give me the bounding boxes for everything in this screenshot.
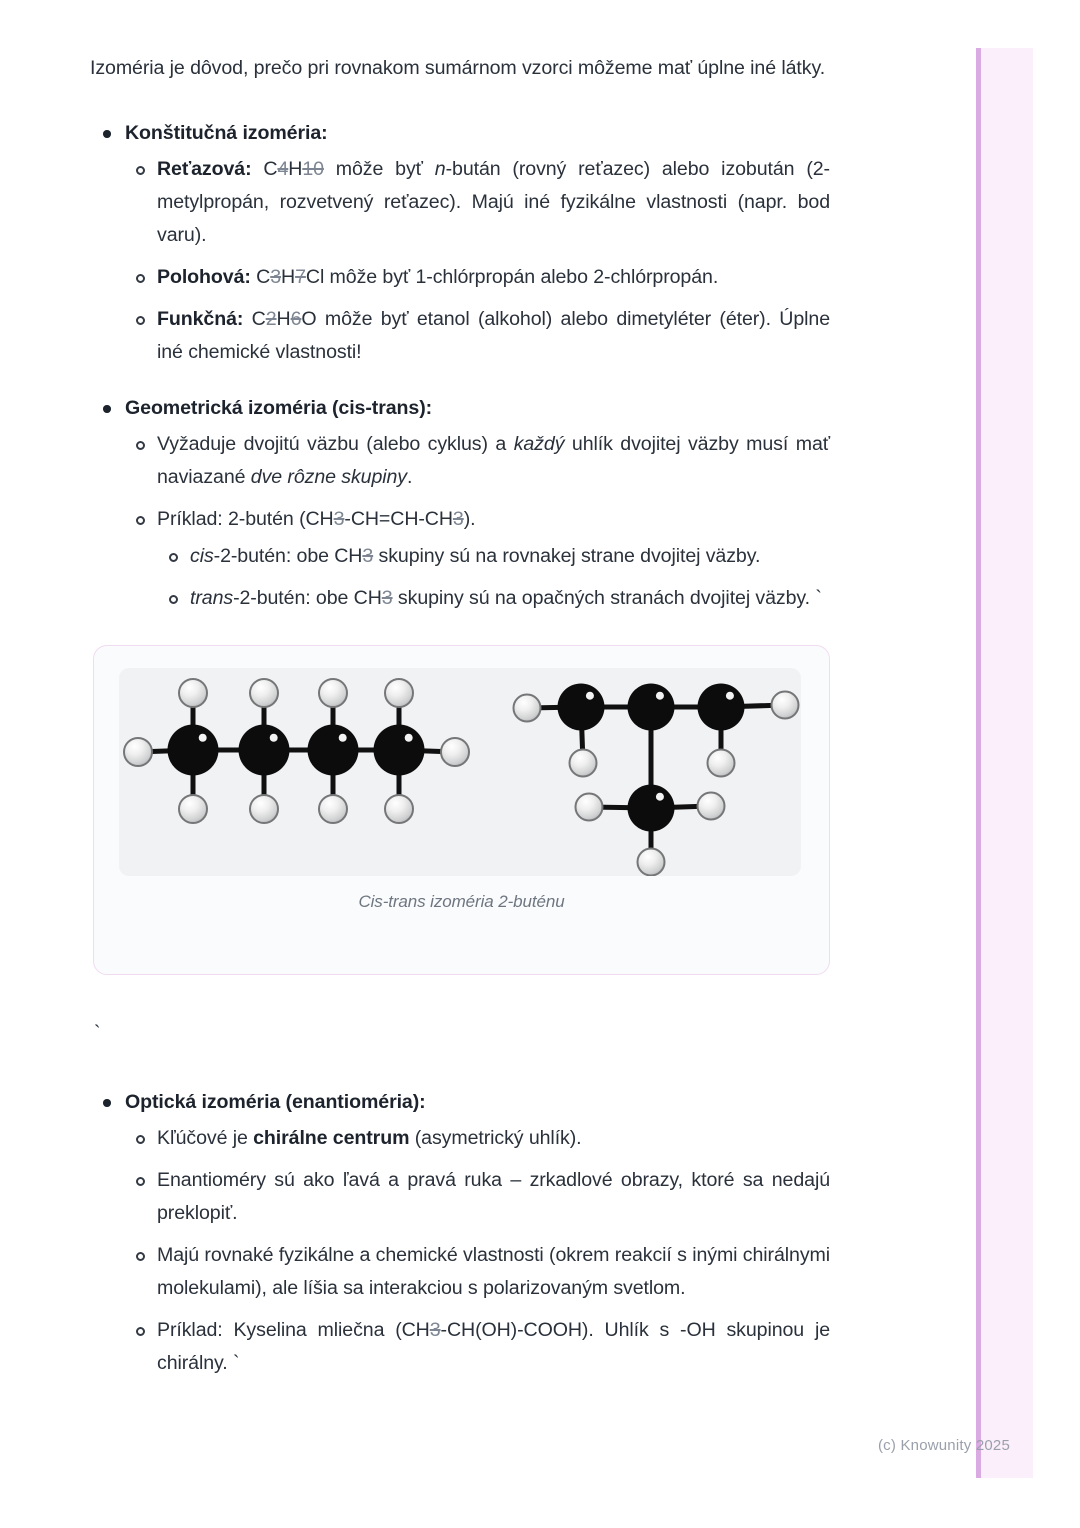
- bullet-circle-icon: [136, 274, 145, 283]
- intro-paragraph: Izoméria je dôvod, prečo pri rovnakom sumárnom vzorci môžeme mať úplne iné látky.: [90, 57, 826, 79]
- list-item-lactic-acid-example: Príklad: Kyselina mliečna (CH3-CH(OH)-COOH). Uhlík s -OH skupinou je chirálny. `: [125, 1314, 830, 1380]
- list-item-functional-isomerism: Funkčná: C2H6O môže byť etanol (alkohol) alebo dimetyléter (éter). Úplne iné chemické vlastnosti!: [125, 303, 830, 369]
- section-header: Optická izoméria (enantioméria):: [125, 1091, 426, 1113]
- bullet-circle-icon: [136, 516, 145, 525]
- bullet-circle-icon: [136, 316, 145, 325]
- sublist-constitutional: [125, 153, 830, 369]
- list-item-position-isomerism: Polohová: C3H7Cl môže byť 1-chlórpropán alebo 2-chlórpropán.: [125, 261, 830, 294]
- bullet-circle-icon: [136, 166, 145, 175]
- document-content: [90, 0, 830, 1380]
- list-item-cis-butene: cis-2-butén: obe CH3 skupiny sú na rovnakej strane dvojitej väzby.: [157, 540, 830, 573]
- list-item-trans-butene: trans-2-butén: obe CH3 skupiny sú na opačných stranách dvojitej väzby. `: [157, 582, 830, 615]
- list-item-optical: [90, 1086, 830, 1380]
- list-item-enantiomers-hands: Enantioméry sú ako ľavá a pravá ruka – zrkadlové obrazy, ktoré sa nedajú preklopiť.: [125, 1164, 830, 1230]
- bullet-circle-icon: [136, 1252, 145, 1261]
- figure-card: [93, 645, 830, 975]
- section-header: Geometrická izoméria (cis-trans):: [125, 397, 433, 419]
- list-geometric-isomerism: [90, 392, 830, 615]
- bullet-circle-icon: [136, 1327, 145, 1336]
- list-item-chiral-center: Kľúčové je chirálne centrum (asymetrický uhlík).: [125, 1122, 830, 1155]
- sublist-butene: [157, 540, 830, 615]
- list-constitutional-isomerism: [90, 117, 830, 369]
- bullet-dot-icon: [103, 405, 111, 413]
- molecule-diagram: [119, 668, 801, 876]
- sublist-geometric: [125, 428, 830, 615]
- list-item-geometric: [90, 392, 830, 615]
- sublist-optical: [125, 1122, 830, 1380]
- bullet-circle-icon: [136, 441, 145, 450]
- bullet-circle-icon: [169, 595, 178, 604]
- bullet-circle-icon: [169, 553, 178, 562]
- bullet-dot-icon: [103, 130, 111, 138]
- bullet-circle-icon: [136, 1177, 145, 1186]
- copyright-footer: (c) Knowunity 2025: [877, 1437, 1010, 1454]
- accent-stripe: [976, 48, 1033, 1478]
- section-header: Konštitučná izoméria:: [125, 122, 328, 144]
- list-item-same-properties: Majú rovnaké fyzikálne a chemické vlastnosti (okrem reakcií s inými chirálnymi molekulami), ale líšia sa interakciou s polarizovaným svetlom.: [125, 1239, 830, 1305]
- bullet-circle-icon: [136, 1135, 145, 1144]
- list-item-constitutional: [90, 117, 830, 369]
- list-optical-isomerism: [90, 1086, 830, 1380]
- stray-backtick: `: [94, 1022, 101, 1044]
- list-item-chain-isomerism: Reťazová: C4H10 môže byť n-bután (rovný reťazec) alebo izobután (2-metylpropán, rozvetvený reťazec). Majú iné fyzikálne vlastnosti (napr. bod varu).: [125, 153, 830, 252]
- list-item-double-bond-requirement: Vyžaduje dvojitú väzbu (alebo cyklus) a každý uhlík dvojitej väzby musí mať naviazané dve rôzne skupiny.: [125, 428, 830, 494]
- figure-caption: Cis-trans izoméria 2-buténu: [358, 892, 565, 911]
- list-item-butene-example: Príklad: 2-butén (CH3-CH=CH-CH3). cis-2-butén: obe CH3 skupiny sú na rovnakej strane dvojitej väzby. trans-2-butén: obe CH3 skupiny sú na opačných stranách dvojitej väzby. `: [125, 503, 830, 615]
- molecule-image: [119, 668, 801, 876]
- bullet-dot-icon: [103, 1099, 111, 1107]
